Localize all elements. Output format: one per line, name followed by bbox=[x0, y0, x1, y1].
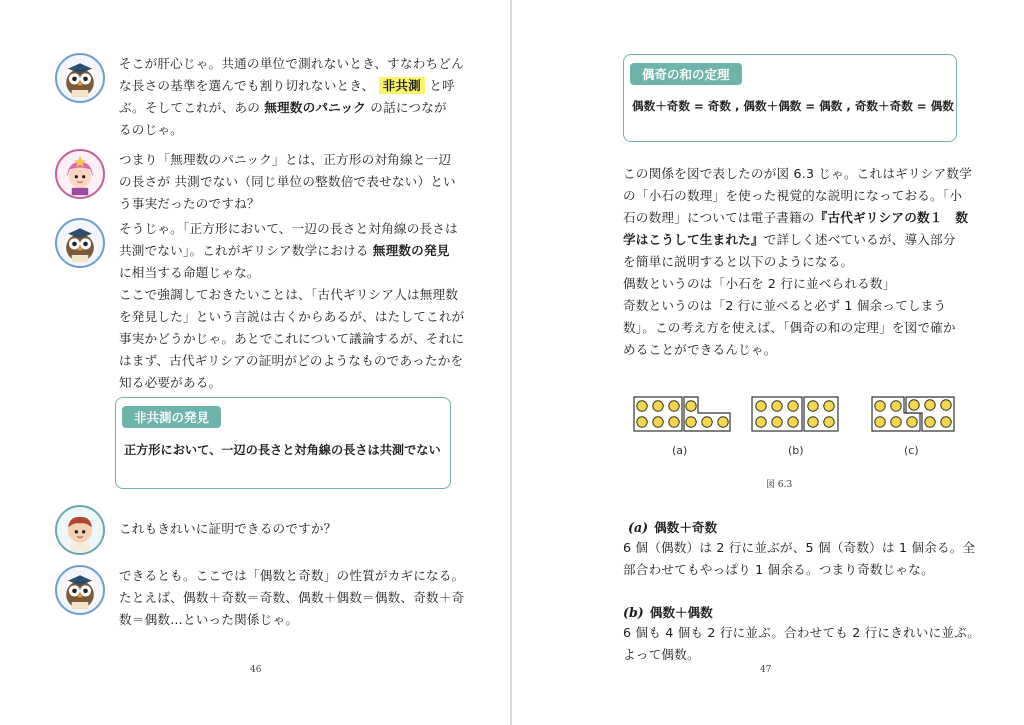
owl-teacher-avatar bbox=[55, 218, 105, 268]
definition-box bbox=[115, 397, 451, 489]
book-title: 『古代ギリシアの数１ 数 bbox=[814, 210, 969, 225]
text-line: う事実だったのですね？ bbox=[119, 196, 260, 211]
speech-text bbox=[119, 565, 464, 631]
text-line bbox=[119, 240, 464, 262]
text-line: つまり「無理数のパニック」とは、正方形の対角線と一辺 bbox=[119, 152, 452, 167]
text-segment: 共測でない」。これがギリシア数学における bbox=[119, 243, 369, 258]
text-segment: な長さの基準を選んでも割り切れないとき、 bbox=[119, 78, 375, 93]
text-line: 数」。この考え方を使えば、「偶奇の和の定理」を図で確か bbox=[623, 320, 956, 335]
figure-caption: 図 6.3 bbox=[766, 480, 793, 490]
body-paragraph bbox=[623, 163, 972, 361]
text-line: そこが肝心じゃ。共通の単位で測れないとき、すなわちどん bbox=[119, 56, 464, 71]
speech-text bbox=[119, 218, 464, 394]
pebble-group-b bbox=[752, 397, 838, 431]
text-line: を発見した」という言説は古くからあるが、はたしてこれが bbox=[119, 309, 465, 324]
text-line: 事実かどうかじゃ。あとでこれについて議論するが、それに bbox=[119, 331, 465, 346]
text-segment: 石の数理」については電子書籍の bbox=[623, 210, 815, 225]
text-line: よって偶数。 bbox=[623, 647, 700, 662]
section-label: (a) bbox=[628, 520, 649, 535]
pebble-diagram bbox=[630, 393, 960, 433]
text-line: を簡単に説明すると以下のようになる。 bbox=[623, 254, 854, 269]
box-body: 偶数＋奇数 = 奇数 , 偶数＋偶数 = 偶数 , 奇数＋奇数 = 偶数 bbox=[632, 99, 954, 113]
pebble-group-c bbox=[872, 397, 954, 431]
text-segment: で詳しく述べているが、導入部分 bbox=[763, 232, 956, 247]
text-line: に相当する命題じゃな。 bbox=[119, 265, 260, 280]
text-line: の「小石の数理」を使った視覚的な説明になっておる。「小 bbox=[623, 188, 963, 203]
text-line: これもきれいに証明できるのですか？ bbox=[119, 521, 337, 536]
girl-avatar bbox=[55, 149, 105, 199]
text-line: 知る必要がある。 bbox=[119, 375, 222, 390]
text-line: ここで強調しておきたいことは、「古代ギリシア人は無理数 bbox=[119, 287, 459, 302]
boy-avatar bbox=[55, 505, 105, 555]
book-title: 学はこうして生まれた』 bbox=[623, 232, 764, 247]
text-line: そうじゃ。「正方形において、一辺の長さと対角線の長さは bbox=[119, 221, 458, 236]
text-line bbox=[623, 229, 972, 251]
section-label: (b) bbox=[623, 605, 644, 620]
left-page bbox=[0, 0, 510, 725]
text-line: 6 個（偶数）は 2 行に並ぶが、5 個（奇数）は 1 個余る。全 bbox=[623, 540, 976, 555]
figure-label-c: (c) bbox=[904, 444, 919, 457]
speech-text bbox=[119, 505, 337, 540]
text-line bbox=[623, 207, 972, 229]
text-line: はまず、古代ギリシアの証明がどのようなものであったかを bbox=[119, 353, 464, 368]
text-line: 奇数というのは「2 行に並べると必ず 1 個余ってしまう bbox=[623, 298, 947, 313]
figure-label-b: (b) bbox=[788, 444, 804, 457]
text-line bbox=[119, 97, 464, 119]
right-page bbox=[512, 0, 1024, 725]
text-line: 6 個も 4 個も 2 行に並ぶ。合わせても 2 行にきれいに並ぶ。 bbox=[623, 625, 981, 640]
box-body: 正方形において、一辺の長さと対角線の長さは共測でない bbox=[124, 443, 441, 457]
text-line: 部合わせてもやっぱり 1 個余る。つまり奇数じゃな。 bbox=[623, 562, 934, 577]
box-title: 偶奇の和の定理 bbox=[630, 63, 742, 85]
section-body-b bbox=[623, 622, 980, 666]
pebble-figure bbox=[630, 393, 960, 468]
page-number: 46 bbox=[250, 665, 262, 675]
dialog-girl bbox=[55, 149, 456, 215]
page-number: 47 bbox=[760, 665, 772, 675]
theorem-box bbox=[623, 54, 957, 142]
text-segment: の話につなが bbox=[370, 100, 447, 115]
section-heading-a bbox=[628, 517, 717, 536]
text-segment: と呼 bbox=[429, 78, 455, 93]
dialog-teacher-1 bbox=[55, 53, 464, 141]
text-line: めることができるんじゃ。 bbox=[623, 342, 777, 357]
owl-teacher-avatar bbox=[55, 53, 105, 103]
text-line: 偶数というのは「小石を 2 行に並べられる数」 bbox=[623, 276, 896, 291]
text-line: できるとも。ここでは「偶数と奇数」の性質がカギになる。 bbox=[119, 568, 465, 583]
box-title: 非共測の発見 bbox=[122, 406, 221, 428]
dialog-teacher-2 bbox=[55, 218, 464, 394]
text-line: 数＝偶数…といった関係じゃ。 bbox=[119, 612, 299, 627]
text-line: この関係を図で表したのが図 6.3 じゃ。これはギリシア数学 bbox=[623, 166, 972, 181]
text-line: の長さが 共測でない（同じ単位の整数倍で表せない）とい bbox=[119, 174, 456, 189]
section-body-a bbox=[623, 537, 975, 581]
speech-text bbox=[119, 149, 456, 215]
section-heading-b bbox=[623, 602, 713, 621]
pebble-group-a bbox=[634, 397, 730, 431]
bold-term: 無理数の発見 bbox=[372, 243, 450, 258]
text-segment: ぶ。そしてこれが、あの bbox=[119, 100, 260, 115]
speech-text bbox=[119, 53, 464, 141]
owl-teacher-avatar bbox=[55, 565, 105, 615]
section-title: 偶数＋奇数 bbox=[654, 520, 718, 535]
dialog-teacher-3 bbox=[55, 565, 464, 631]
text-line: たとえば、偶数＋奇数＝奇数、偶数＋偶数＝偶数、奇数＋奇 bbox=[119, 590, 465, 605]
bold-term: 無理数のパニック bbox=[264, 100, 367, 115]
figure-label-a: (a) bbox=[672, 444, 688, 457]
dialog-boy bbox=[55, 505, 337, 555]
highlight-term: 非共測 bbox=[379, 77, 425, 94]
section-title: 偶数＋偶数 bbox=[649, 605, 713, 620]
text-line: るのじゃ。 bbox=[119, 122, 183, 137]
text-line bbox=[119, 75, 464, 97]
